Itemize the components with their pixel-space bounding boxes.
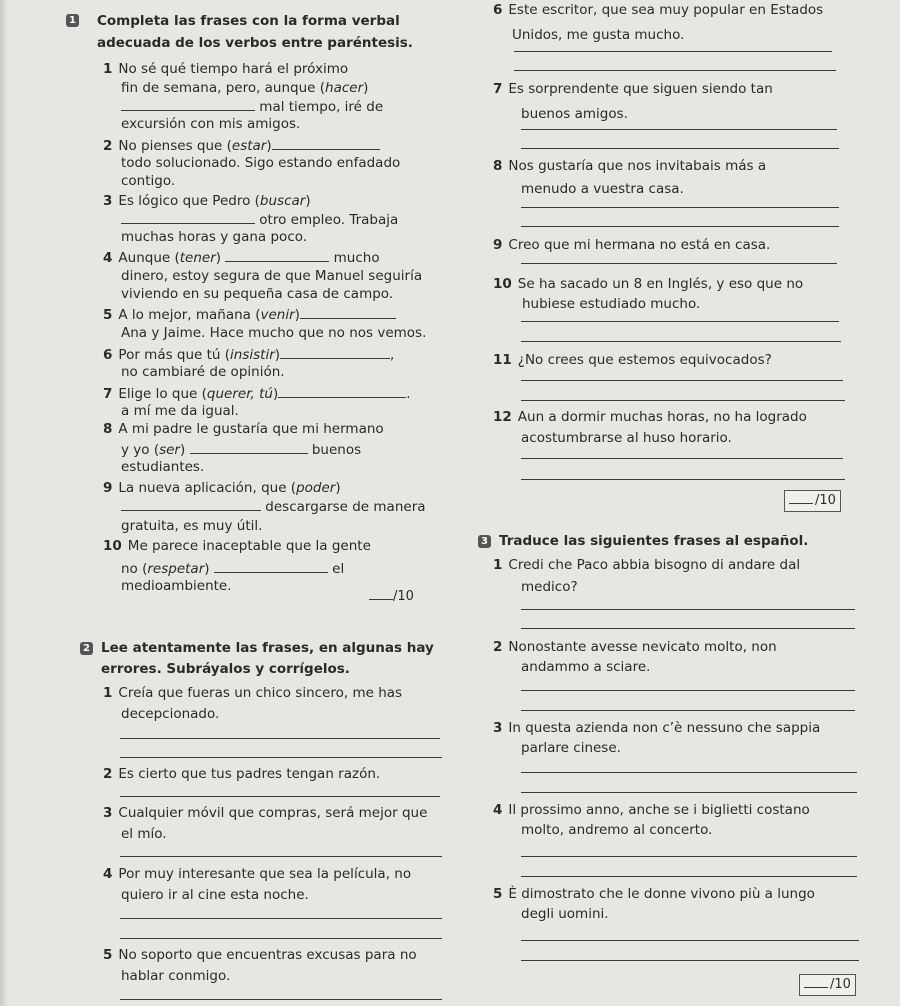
ex1-item-6-line1: 6 Por más que tú (insistir) ,	[103, 347, 395, 363]
answer-line[interactable]	[521, 226, 839, 227]
ex1-item-4-blank[interactable]	[225, 249, 329, 262]
ex1-item-5-blank[interactable]	[300, 306, 396, 319]
exercise-1-badge: 1	[66, 14, 79, 27]
answer-line[interactable]	[521, 380, 843, 381]
answer-line[interactable]	[120, 999, 442, 1000]
answer-line[interactable]	[521, 479, 845, 480]
ex3-item-4-line1: 4 Il prossimo anno, anche se i biglietti costano	[493, 802, 810, 818]
answer-line[interactable]	[120, 757, 442, 758]
ex1-item-3-line3: muchas horas y gana poco.	[121, 229, 308, 245]
ex1-right-item-8-line2: menudo a vuestra casa.	[521, 181, 684, 197]
ex1-item-8-blank[interactable]	[190, 441, 308, 454]
ex1-item-5-line1: 5 A lo mejor, mañana (venir)	[103, 306, 396, 323]
ex1-right-item-12-line2: acostumbrarse al huso horario.	[521, 430, 732, 446]
answer-line[interactable]	[521, 263, 837, 264]
ex2-item-2-line1: 2 Es cierto que tus padres tengan razón.	[103, 766, 381, 782]
ex3-item-5-line1: 5 È dimostrato che le donne vivono più a lungo	[493, 886, 815, 902]
answer-line[interactable]	[521, 856, 857, 857]
ex1-item-3-line2: otro empleo. Trabaja	[121, 211, 398, 228]
answer-line[interactable]	[120, 796, 440, 797]
ex1-left-score-blank[interactable]	[369, 588, 393, 600]
ex1-item-4-line1: 4 Aunque (tener) mucho	[103, 250, 380, 266]
answer-line[interactable]	[514, 51, 832, 52]
answer-line[interactable]	[521, 129, 837, 130]
answer-line[interactable]	[120, 938, 442, 939]
ex2-item-4-line2: quiero ir al cine esta noche.	[121, 887, 309, 903]
ex1-item-2-blank[interactable]	[272, 137, 380, 150]
ex1-item-10-line2: no (respetar) el	[121, 561, 345, 577]
ex3-score-blank[interactable]	[804, 976, 828, 988]
ex1-item-1-blank[interactable]	[121, 98, 255, 111]
ex2-item-5-line1: 5 No soporto que encuentras excusas para no	[103, 947, 417, 963]
ex3-score-box: /10	[799, 974, 856, 996]
ex1-item-7-line2: a mí me da igual.	[121, 403, 239, 419]
ex1-item-8-line2: y yo (ser) buenos	[121, 442, 362, 458]
ex3-item-3-line1: 3 In questa azienda non c’è nessuno che sappia	[493, 720, 821, 736]
ex1-score-blank[interactable]	[789, 492, 813, 504]
answer-line[interactable]	[514, 70, 836, 71]
answer-line[interactable]	[521, 321, 839, 322]
ex3-item-1-line1: 1 Credi che Paco abbia bisogno di andare dal	[493, 557, 801, 573]
answer-line[interactable]	[120, 918, 442, 919]
answer-line[interactable]	[521, 458, 843, 459]
ex3-item-3-line2: parlare cinese.	[521, 740, 621, 756]
ex1-item-7-line1: 7 Elige lo que (querer, tú) .	[103, 386, 411, 402]
ex1-item-2-line1: 2 No pienses que (estar)	[103, 137, 380, 154]
answer-line[interactable]	[521, 400, 845, 401]
exercise-2-badge: 2	[80, 642, 93, 655]
exercise-3-badge: 3	[478, 535, 491, 548]
ex1-item-8-line3: estudiantes.	[121, 459, 205, 475]
ex1-item-1-line4: excursión con mis amigos.	[121, 116, 301, 132]
ex2-item-1-line1: 1 Creía que fueras un chico sincero, me has	[103, 685, 403, 701]
ex1-item-4-line3: viviendo en su pequeña casa de campo.	[121, 286, 394, 302]
ex1-right-item-8-line1: 8 Nos gustaría que nos invitabais más a	[493, 158, 767, 174]
ex1-right-item-9-line1: 9 Creo que mi hermana no está en casa.	[493, 237, 771, 253]
ex1-item-1-line3: mal tiempo, iré de	[121, 98, 383, 115]
ex1-item-9-line3: gratuita, es muy útil.	[121, 518, 263, 534]
answer-line[interactable]	[120, 738, 440, 739]
ex1-item-6-blank[interactable]	[280, 346, 390, 359]
ex1-item-9-blank[interactable]	[121, 498, 261, 511]
ex2-item-5-line2: hablar conmigo.	[121, 968, 231, 984]
ex1-item-9-line1: 9 La nueva aplicación, que (poder)	[103, 480, 341, 496]
answer-line[interactable]	[521, 628, 855, 629]
ex1-item-5-line2: Ana y Jaime. Hace mucho que no nos vemos.	[121, 325, 427, 341]
ex3-item-2-line2: andammo a sciare.	[521, 659, 651, 675]
answer-line[interactable]	[521, 960, 859, 961]
exercise-2-instruction-line1: Lee atentamente las frases, en algunas hay	[101, 640, 434, 656]
ex1-item-10-blank[interactable]	[214, 560, 328, 573]
ex1-item-2-line2: todo solucionado. Sigo estando enfadado	[121, 155, 401, 171]
ex1-item-10-line3: medioambiente.	[121, 578, 232, 594]
ex1-item-3-line1: 3 Es lógico que Pedro (buscar)	[103, 193, 311, 209]
ex1-item-4-line2: dinero, estoy segura de que Manuel seguiría	[121, 268, 423, 284]
ex1-item-9-line2: descargarse de manera	[121, 498, 426, 515]
ex1-left-score: /10	[369, 588, 414, 605]
ex1-right-item-10-line2: hubiese estudiado mucho.	[522, 296, 701, 312]
ex1-item-1-line1: 1 No sé qué tiempo hará el próximo	[103, 61, 349, 77]
answer-line[interactable]	[521, 876, 857, 877]
ex3-item-5-line2: degli uomini.	[521, 906, 609, 922]
exercise-1-instruction-line1: Completa las frases con la forma verbal	[97, 13, 400, 29]
answer-line[interactable]	[521, 792, 857, 793]
ex2-item-1-line2: decepcionado.	[121, 706, 220, 722]
ex2-item-3-line2: el mío.	[121, 826, 167, 842]
ex2-item-3-line1: 3 Cualquier móvil que compras, será mejor que	[103, 805, 428, 821]
page-binding-shadow	[0, 0, 8, 1006]
ex1-right-item-7-line2: buenos amigos.	[521, 106, 628, 122]
ex1-item-2-line3: contigo.	[121, 173, 176, 189]
ex1-item-7-blank[interactable]	[278, 385, 406, 398]
answer-line[interactable]	[521, 609, 855, 610]
ex1-item-3-blank[interactable]	[121, 211, 255, 224]
answer-line[interactable]	[521, 772, 857, 773]
answer-line[interactable]	[521, 148, 839, 149]
ex1-right-item-7-line1: 7 Es sorprendente que siguen siendo tan	[493, 81, 773, 97]
answer-line[interactable]	[521, 710, 855, 711]
exercise-1-instruction-line2: adecuada de los verbos entre paréntesis.	[97, 35, 413, 51]
ex3-item-2-line1: 2 Nonostante avesse nevicato molto, non	[493, 639, 777, 655]
answer-line[interactable]	[521, 207, 839, 208]
ex1-right-item-6-line2: Unidos, me gusta mucho.	[512, 27, 685, 43]
ex1-item-8-line1: 8 A mi padre le gustaría que mi hermano	[103, 421, 384, 437]
ex1-right-item-11-line1: 11 ¿No crees que estemos equivocados?	[493, 352, 772, 368]
ex1-right-item-10-line1: 10 Se ha sacado un 8 en Inglés, y eso que no	[493, 276, 804, 292]
ex1-right-item-6-line1: 6 Este escritor, que sea muy popular en Estados	[493, 2, 824, 18]
ex3-item-1-line2: medico?	[521, 579, 578, 595]
ex1-score-box: /10	[784, 490, 841, 512]
ex1-item-6-line2: no cambiaré de opinión.	[121, 364, 285, 380]
ex1-item-10-line1: 10 Me parece inaceptable que la gente	[103, 538, 371, 554]
ex3-item-4-line2: molto, andremo al concerto.	[521, 822, 713, 838]
ex1-item-1-line2: fin de semana, pero, aunque (hacer)	[121, 80, 369, 96]
answer-line[interactable]	[521, 341, 841, 342]
ex2-item-4-line1: 4 Por muy interesante que sea la película, no	[103, 866, 412, 882]
answer-line[interactable]	[120, 856, 442, 857]
exercise-3-instruction: Traduce las siguientes frases al español.	[499, 533, 809, 549]
answer-line[interactable]	[521, 940, 859, 941]
exercise-2-instruction-line2: errores. Subráyalos y corrígelos.	[101, 661, 350, 677]
ex1-right-item-12-line1: 12 Aun a dormir muchas horas, no ha logrado	[493, 409, 807, 425]
answer-line[interactable]	[521, 690, 855, 691]
